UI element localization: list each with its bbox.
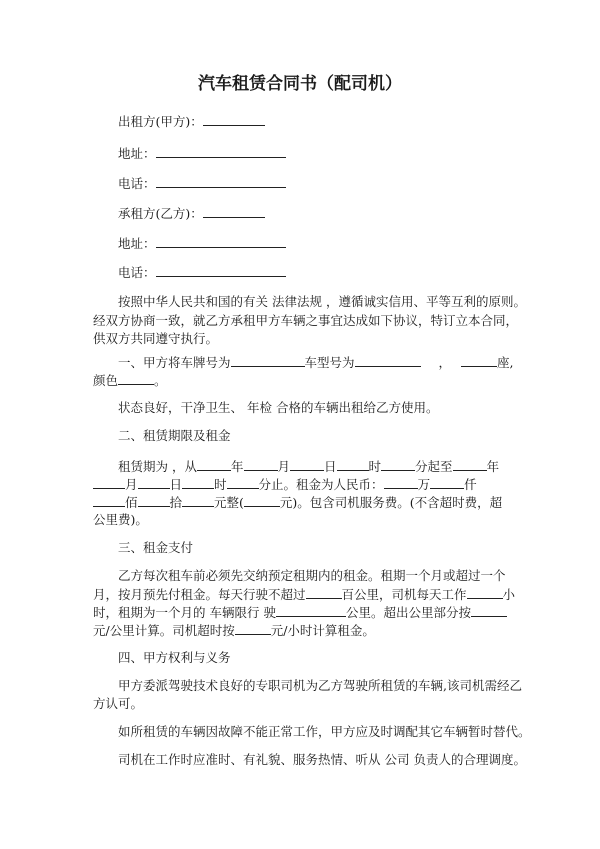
shi-label: 拾 [169,495,183,510]
rent-yuan-blank [182,494,214,507]
lessor-label: 出租方(甲方)： [118,114,203,129]
clause2-heading: 二、租赁期限及租金 [118,428,231,443]
clause4-p1-line-2: 方认可。 [93,696,144,711]
lessee-phone-blank [156,264,286,277]
overtime-label: 元/公里计算。司机超时按 [93,623,235,638]
clause2-line-2 [93,476,477,493]
yuan-label: 元整( [214,495,244,510]
start-year-blank [197,458,231,471]
clause3-line-4 [93,622,375,639]
model-label: 车型号为 [304,355,355,370]
lessor-phone-blank [156,175,286,188]
preamble-line-1: 按照中华人民共和国的有关 法律法规 ，遵循诚实信用、平等互利的原则。 [118,294,526,309]
hour-label: 时 [368,459,382,474]
preamble-line-3: 供双方共同遵守执行。 [93,331,219,346]
hour-label: 时 [214,477,227,492]
lessor-line [118,113,265,130]
end-minute-blank [227,476,259,489]
clause2-line-1 [118,458,499,475]
year-label: 年 [230,459,244,474]
clause1-line-2 [93,372,167,389]
end-month-blank [93,476,125,489]
rent-amount-blank [244,494,280,507]
rent-qian-blank [430,476,464,489]
seats-suffix: 座, [497,355,514,370]
clause4-p1-line-1: 甲方委派驾驶技术良好的专职司机为乙方驾驶所租赁的车辆,该司机需经乙 [118,678,522,693]
clause1-line-1 [118,354,514,371]
clause4-p3: 司机在工作时应准时、有礼貌、服务热情、听从 公司 负责人的合理调度。 [118,752,526,767]
lessor-phone-label: 电话： [118,176,156,191]
clause2-line-4: 公里费)。 [93,512,148,527]
color-blank [118,372,154,385]
clause1-heading: 一、甲方将车牌号为 [118,355,231,370]
clause3-heading: 三、租金支付 [118,540,194,555]
lessor-address-label: 地址： [118,146,156,161]
overtime-rate-blank [235,622,271,635]
month-label: 月 [125,477,138,492]
color-end: 。 [154,373,167,388]
preamble-line-2: 经双方协商一致，就乙方承租甲方车辆之事宜达成如下协议，特订立本合同， [93,313,519,328]
rent-label: 分止。租金为人民币： [258,477,384,492]
month-label: 月 [277,459,291,474]
color-label: 颜色 [93,373,119,388]
clause2-line-3 [93,494,502,511]
wan-label: 万 [417,477,431,492]
clause1-comma: ， [438,355,452,370]
document-title: 汽车租赁合同书（配司机） [198,74,402,94]
end-year-blank [453,458,487,471]
rent-note: 元)。包含司机服务费。(不含超时费，超 [279,495,503,510]
lessee-address-line [118,235,286,252]
clause3-line-2 [93,586,515,603]
bai-label: 佰 [125,495,138,510]
lessor-address-line [118,145,286,162]
driver-hours-blank [467,586,503,599]
model-blank [355,354,421,367]
rent-shi-blank [138,494,170,507]
start-hour-blank [337,458,369,471]
rent-bai-blank [93,494,125,507]
start-day-blank [290,458,324,471]
driver-hours-label: 百公里，司机每天工作 [341,587,467,602]
clause4-p2: 如所租赁的车辆因故障不能正常工作，甲方应及时调配其它车辆暂时替代。 [118,724,531,739]
clause3-line-3 [93,604,507,621]
rent-wan-blank [384,476,418,489]
day-label: 日 [324,459,337,474]
lease-term-label: 租赁期为 ，从 [118,459,197,474]
until-label: 分起至 [415,459,453,474]
daily-km-blank [306,586,342,599]
excess-label: 公里。超出公里部分按 [345,605,471,620]
monthly-limit-label: 时，租期为一个月的 车辆限行 驶 [93,605,276,620]
overtime-unit-label: 元/小时计算租金。 [270,623,375,638]
clause4-heading: 四、甲方权利与义务 [118,650,231,665]
day-label: 日 [169,477,183,492]
clause1-condition: 状态良好，干净卫生、 年检 合格的车辆出租给乙方使用。 [118,400,439,415]
hour-unit-label: 小 [502,587,516,602]
monthly-km-blank [276,604,346,617]
lessee-label: 承租方(乙方)： [118,206,203,221]
qian-label: 仟 [464,477,477,492]
end-day-blank [138,476,170,489]
lessee-phone-line [118,264,286,281]
daily-limit-label: 月，按月预先付租金。每天行驶不超过 [93,587,306,602]
lessee-blank [203,205,265,218]
lessee-address-blank [156,235,286,248]
seats-blank [461,354,497,367]
lessor-address-blank [156,145,286,158]
start-month-blank [244,458,278,471]
year-label: 年 [486,459,500,474]
lessee-line [118,205,265,222]
end-hour-blank [182,476,214,489]
lessee-address-label: 地址： [118,236,156,251]
lessor-phone-line [118,175,286,192]
clause3-line-1: 乙方每次租车前必须先交纳预定租期内的租金。租期一个月或超过一个 [118,568,506,583]
lessor-blank [203,113,265,126]
lessee-phone-label: 电话： [118,265,156,280]
excess-rate-blank [471,604,507,617]
plate-blank [231,354,305,367]
start-minute-blank [381,458,415,471]
